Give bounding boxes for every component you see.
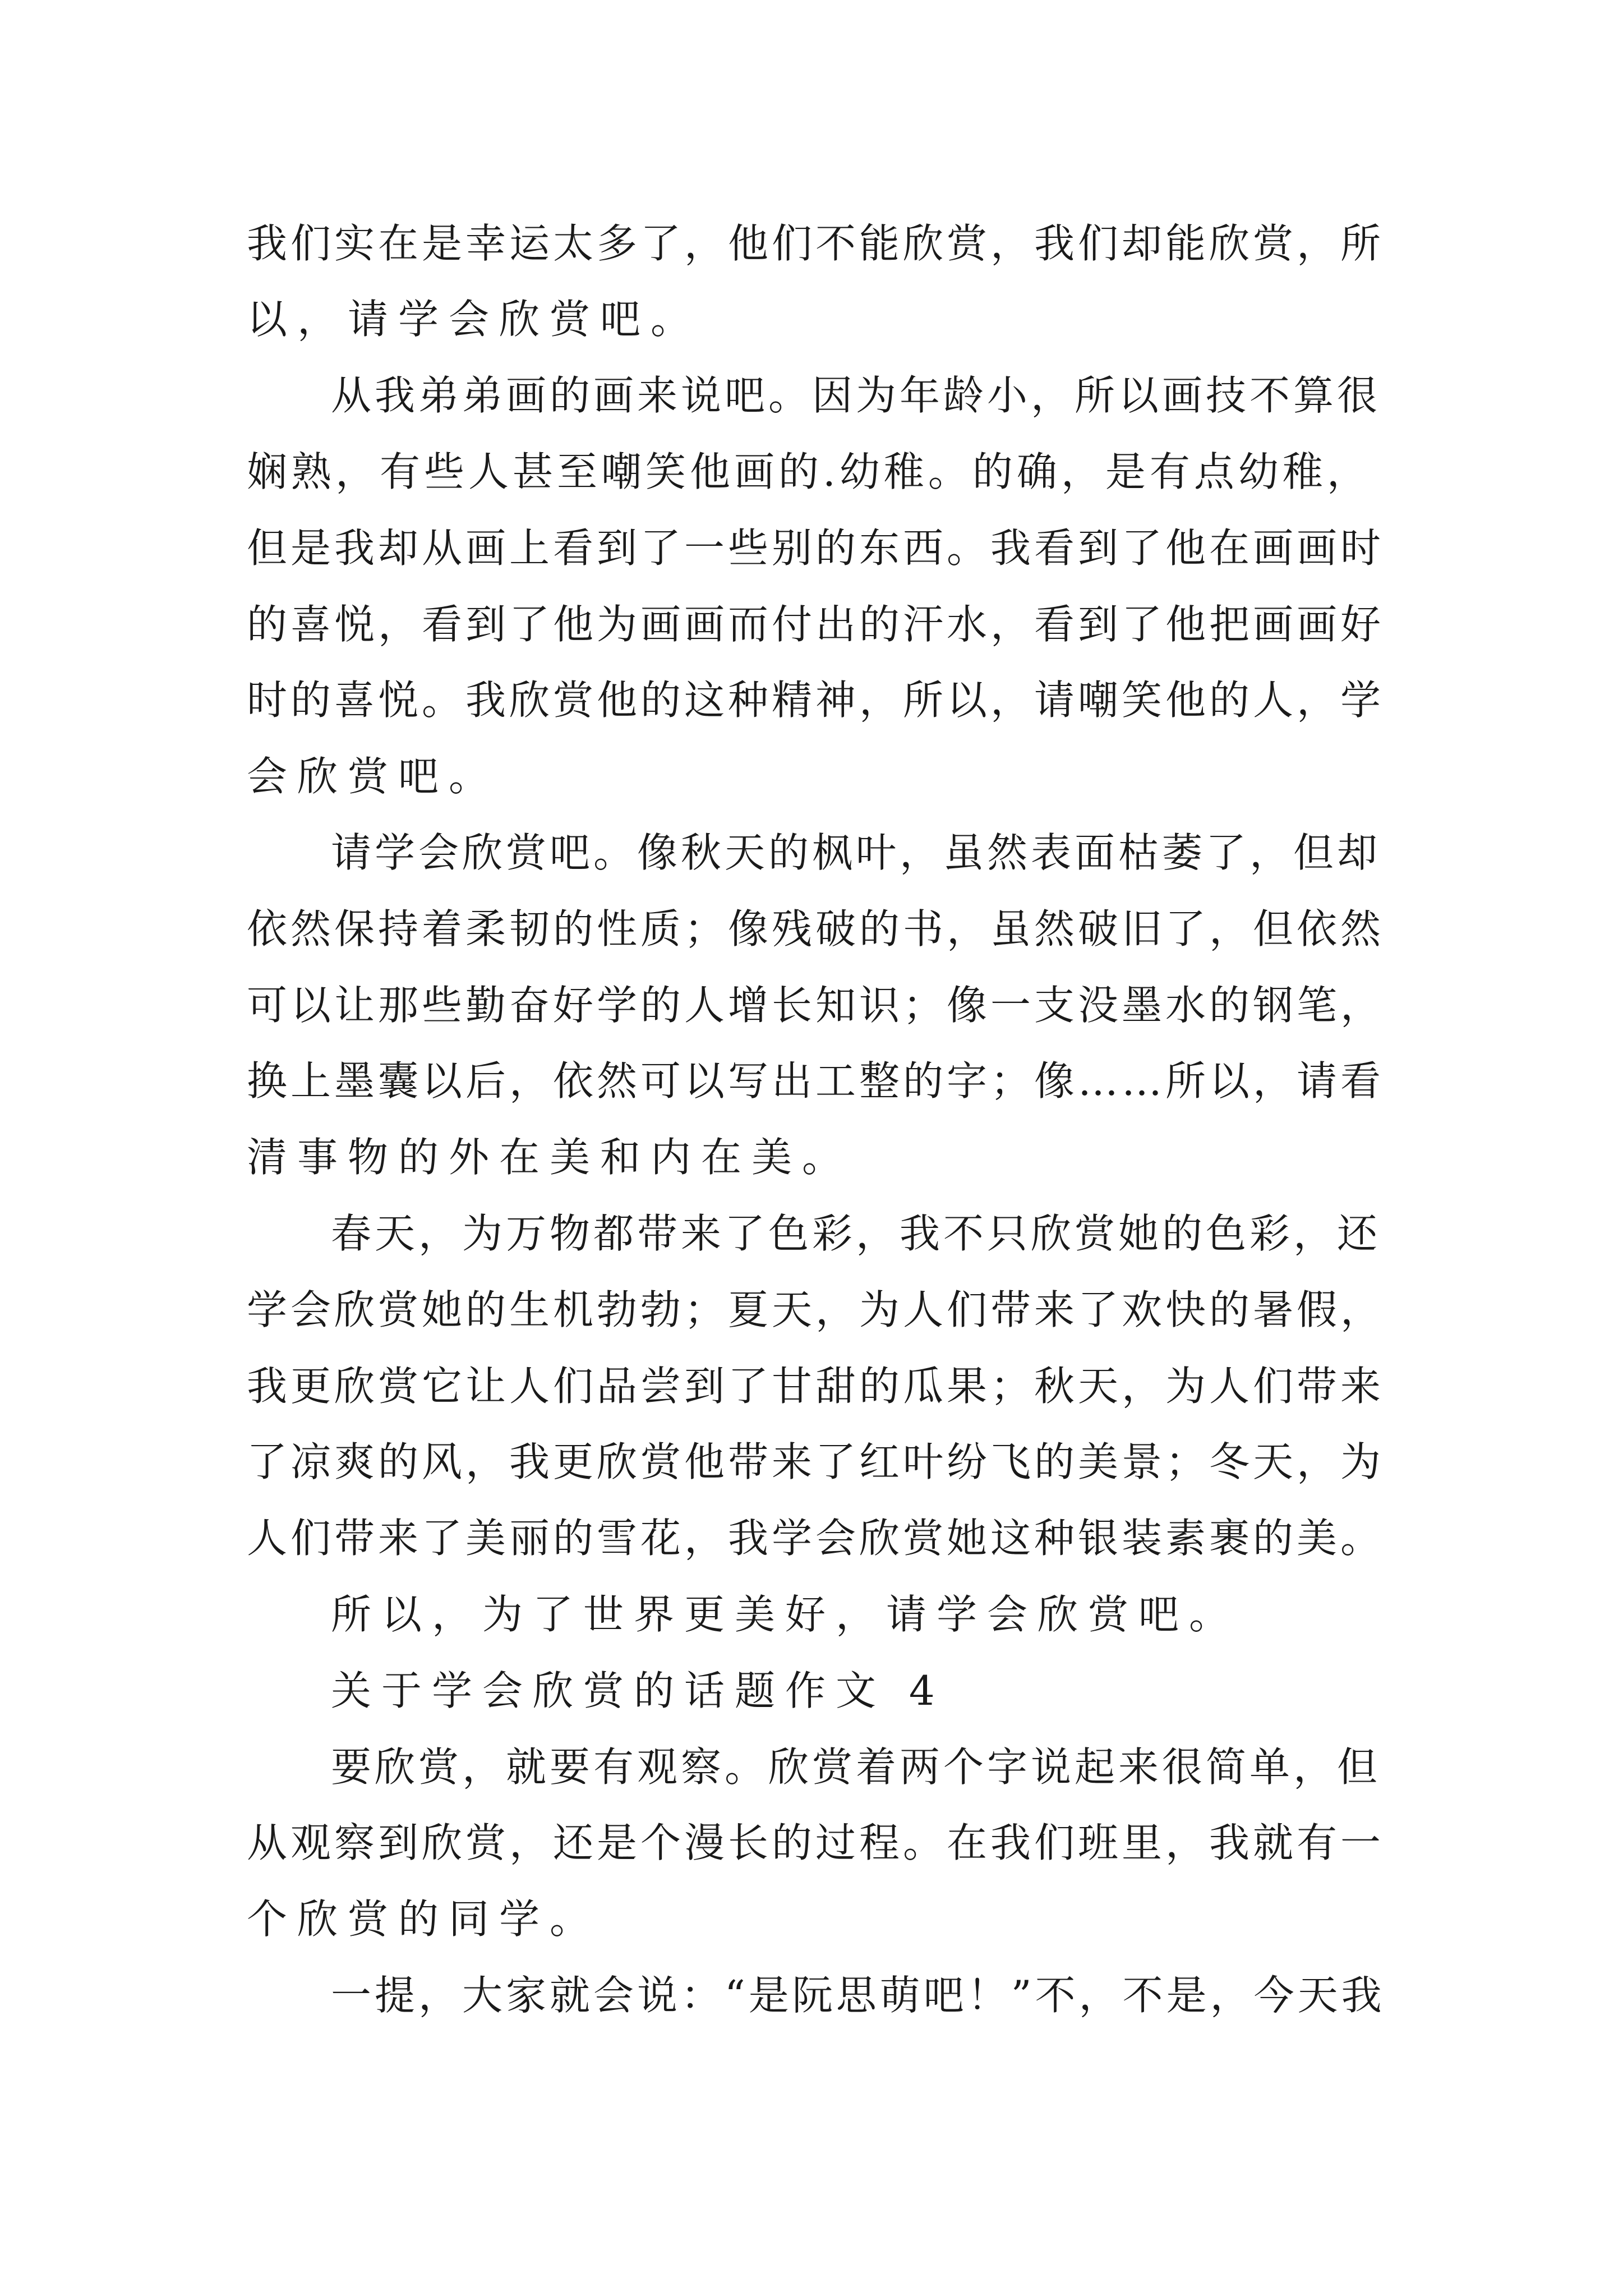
text-line-2: 以，请学会欣赏吧。: [247, 296, 702, 343]
text-line-17: 了凉爽的风，我更欣赏他带来了红叶纷飞的美景；冬天，为: [247, 1438, 1385, 1485]
text-line-8: 会欣赏吧。: [247, 753, 500, 800]
text-line-13: 清事物的外在美和内在美。: [247, 1134, 853, 1181]
text-line-5: 但是我却从画上看到了一些别的东西。我看到了他在画画时: [247, 524, 1385, 572]
text-line-9: 请学会欣赏吧。像秋天的枫叶，虽然表面枯萎了，但却: [331, 829, 1381, 876]
text-line-16: 我更欣赏它让人们品尝到了甘甜的瓜果；秋天，为人们带来: [247, 1363, 1385, 1410]
text-line-23: 个欣赏的同学。: [247, 1895, 601, 1943]
text-line-4: 娴熟，有些人甚至嘲笑他画的.幼稚。的确，是有点幼稚，: [247, 448, 1371, 495]
text-line-11: 可以让那些勤奋好学的人增长知识；像一支没墨水的钢笔，: [247, 982, 1385, 1029]
text-line-7: 时的喜悦。我欣赏他的这种精神，所以，请嘲笑他的人，学: [247, 677, 1385, 724]
text-line-18: 人们带来了美丽的雪花，我学会欣赏她这种银装素裹的美。: [247, 1515, 1385, 1562]
section-heading: 关于学会欣赏的话题作文 4: [331, 1667, 945, 1714]
text-line-14: 春天，为万物都带来了色彩，我不只欣赏她的色彩，还: [331, 1210, 1381, 1257]
text-line-19: 所以，为了世界更美好，请学会欣赏吧。: [331, 1591, 1240, 1638]
text-line-6: 的喜悦，看到了他为画画而付出的汗水，看到了他把画画好: [247, 601, 1385, 648]
text-line-24: 一提，大家就会说：“是阮思萌吧！”不，不是，今天我: [331, 1972, 1385, 2019]
text-line-10: 依然保持着柔韧的性质；像残破的书，虽然破旧了，但依然: [247, 905, 1385, 953]
text-line-1: 我们实在是幸运太多了，他们不能欣赏，我们却能欣赏，所: [247, 220, 1385, 267]
text-line-15: 学会欣赏她的生机勃勃；夏天，为人们带来了欢快的暑假，: [247, 1286, 1385, 1333]
text-line-12: 换上墨囊以后，依然可以写出工整的字；像……所以，请看: [247, 1057, 1385, 1105]
text-line-3: 从我弟弟画的画来说吧。因为年龄小，所以画技不算很: [331, 372, 1381, 419]
text-line-22: 从观察到欣赏，还是个漫长的过程。在我们班里，我就有一: [247, 1819, 1385, 1866]
text-line-21: 要欣赏，就要有观察。欣赏着两个字说起来很简单，但: [331, 1743, 1381, 1791]
